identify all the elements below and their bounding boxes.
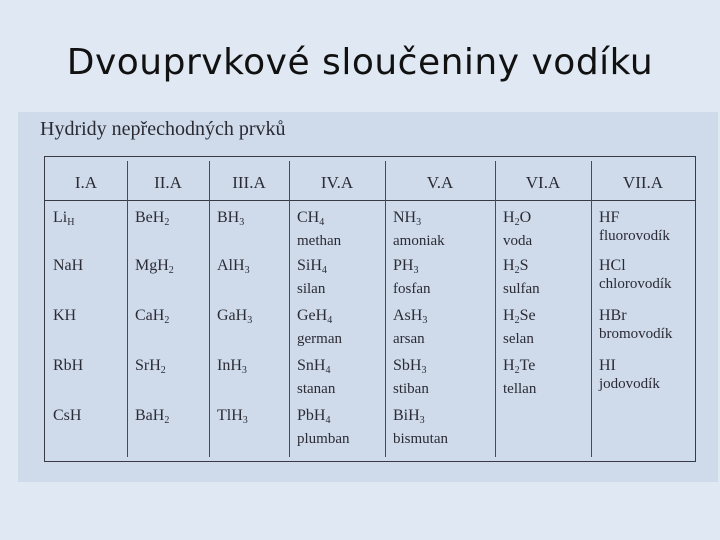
formula: $PH_3$ <box>393 257 419 276</box>
column-header: I.A <box>74 173 98 192</box>
compound-name: german <box>297 331 342 347</box>
compound-name: stanan <box>297 381 336 397</box>
formula: BeH$_2$ <box>135 209 170 228</box>
formula-cell <box>599 257 672 293</box>
formula-cell <box>135 257 174 280</box>
formula: HBr <box>599 307 627 324</box>
formula: $H_2S$ <box>503 257 529 276</box>
compound-name: methan <box>297 233 342 249</box>
formula-cell <box>217 257 250 280</box>
compound-name: silan <box>297 281 326 297</box>
formula: NaH <box>53 257 84 274</box>
formula: HI <box>599 357 616 374</box>
formula: HCl <box>599 257 626 274</box>
formula: CaH$_2$ <box>135 307 170 326</box>
compound-name: arsan <box>393 331 425 347</box>
formula: CsH <box>53 407 82 424</box>
table-header-row <box>45 157 695 201</box>
compound-name: voda <box>503 233 533 249</box>
column-divider <box>385 161 386 457</box>
formula-cell <box>393 407 448 448</box>
column-divider <box>495 161 496 457</box>
formula-cell <box>599 307 672 343</box>
formula-cell <box>393 357 429 398</box>
formula-cell <box>297 209 341 250</box>
compound-name: bromovodík <box>599 326 673 342</box>
formula: PbH$_4$ <box>297 407 331 426</box>
formula-cell <box>53 257 83 275</box>
compound-name: sulfan <box>503 281 540 297</box>
column-header: V.A <box>426 173 454 192</box>
column-divider <box>209 161 210 457</box>
formula: $H_2O$ <box>503 209 532 228</box>
formula-cell <box>135 357 166 380</box>
formula-cell <box>297 307 342 348</box>
formula-cell <box>297 407 350 448</box>
formula-cell <box>53 407 81 425</box>
formula-cell <box>217 209 244 232</box>
formula-cell <box>503 307 536 348</box>
compound-name: fosfan <box>393 281 431 297</box>
formula: TlH$_3$ <box>217 407 248 426</box>
column-header: VI.A <box>525 173 561 192</box>
formula-cell <box>53 209 74 232</box>
formula-cell <box>599 209 670 245</box>
formula-cell <box>135 407 169 430</box>
formula: $BH_3$ <box>217 209 245 228</box>
formula: SnH$_4$ <box>297 357 331 376</box>
formula-cell <box>217 407 248 430</box>
formula-cell <box>393 257 431 298</box>
formula: AlH$_3$ <box>217 257 250 276</box>
formula: KH <box>53 307 77 324</box>
formula-cell <box>297 357 335 398</box>
compound-name: fluorovodík <box>599 228 670 244</box>
compound-name: stiban <box>393 381 429 397</box>
formula: RbH <box>53 357 84 374</box>
formula-cell <box>599 357 660 393</box>
formula: $Li_H$ <box>53 209 75 228</box>
formula: $H_2Te$ <box>503 357 536 376</box>
column-header: II.A <box>154 173 182 192</box>
formula: SiH$_4$ <box>297 257 327 276</box>
compound-name: tellan <box>503 381 537 397</box>
compound-name: bismutan <box>393 431 448 447</box>
slide-title: Dvouprvkové sloučeniny vodíku <box>66 42 654 83</box>
column-header: III.A <box>232 173 266 192</box>
formula-cell <box>217 307 252 330</box>
formula-cell <box>297 257 327 298</box>
formula-cell <box>217 357 247 380</box>
formula-cell <box>503 257 540 298</box>
formula: HF <box>599 209 620 226</box>
hydrides-table <box>44 156 696 462</box>
table-heading: Hydridy nepřechodných prvků <box>40 118 286 140</box>
column-divider <box>591 161 592 457</box>
column-divider <box>127 161 128 457</box>
formula: InH$_3$ <box>217 357 247 376</box>
formula: GeH$_4$ <box>297 307 333 326</box>
compound-name: plumban <box>297 431 350 447</box>
formula: $H_2Se$ <box>503 307 536 326</box>
compound-name: jodovodík <box>599 376 660 392</box>
formula-cell <box>503 209 532 250</box>
formula: AsH$_3$ <box>393 307 428 326</box>
formula-cell <box>53 357 83 375</box>
formula: $NH_3$ <box>393 209 422 228</box>
formula-cell <box>135 307 169 330</box>
formula-cell <box>53 307 76 325</box>
compound-name: amoniak <box>393 233 445 249</box>
formula-cell <box>393 307 427 348</box>
formula: MgH$_2$ <box>135 257 174 276</box>
formula: GaH$_3$ <box>217 307 253 326</box>
formula-cell <box>393 209 445 250</box>
column-header: IV.A <box>320 173 354 192</box>
compound-name: chlorovodík <box>599 276 672 292</box>
column-divider <box>289 161 290 457</box>
formula-cell <box>503 357 536 398</box>
formula: SbH$_3$ <box>393 357 427 376</box>
formula: SrH$_2$ <box>135 357 166 376</box>
column-header: VII.A <box>622 173 664 192</box>
compound-name: selan <box>503 331 534 347</box>
formula: BaH$_2$ <box>135 407 170 426</box>
formula-cell <box>135 209 169 232</box>
formula: BiH$_3$ <box>393 407 425 426</box>
formula: $CH_4$ <box>297 209 325 228</box>
